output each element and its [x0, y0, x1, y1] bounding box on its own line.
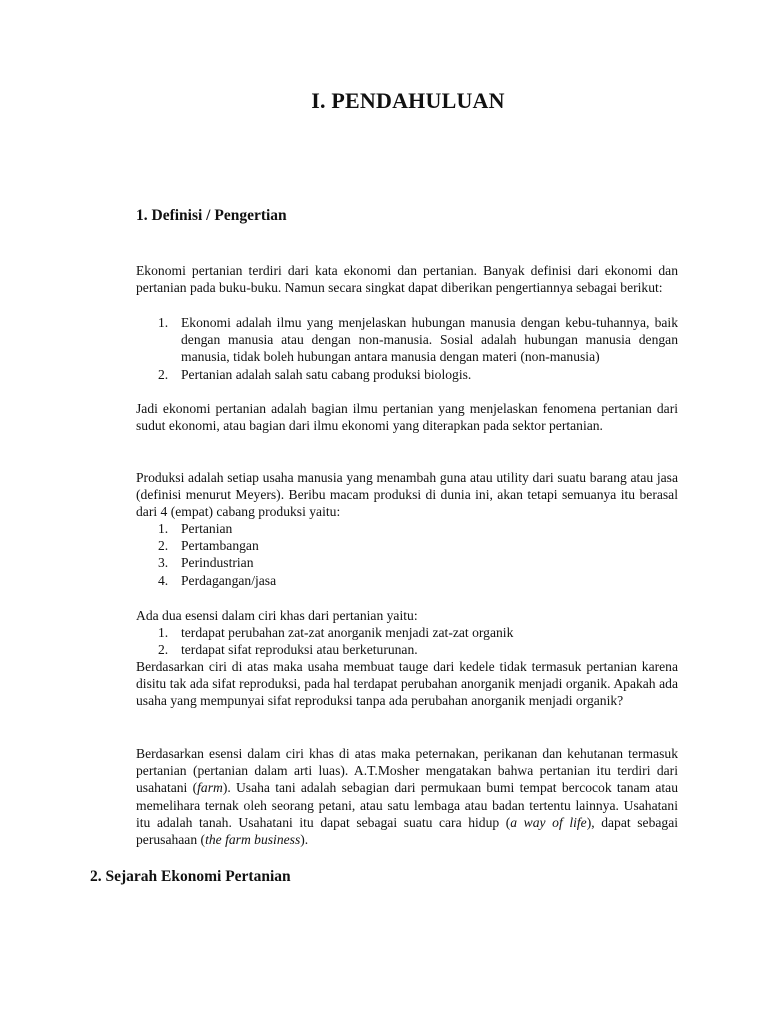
definition-list: [136, 314, 678, 383]
cabang-produksi-list: [136, 520, 678, 589]
paragraph-tauge: Berdasarkan ciri di atas maka usaha membuat tauge dari kedele tidak termasuk pertanian karena disitu tak ada sifat reproduksi, pada hal terdapat perubahan anorganik menjadi organik. Apakah ada usaha yang mempunyai sifat reproduksi tanpa ada perubahan anorganik menjadi organik?: [136, 659, 678, 709]
text-span: ).: [300, 832, 309, 848]
list-number: 4.: [158, 572, 169, 588]
list-text: Pertambangan: [181, 538, 259, 554]
list-item: [136, 554, 678, 571]
paragraph-usahatani: [136, 745, 678, 848]
page-title: I. PENDAHULUAN: [311, 88, 505, 113]
list-item: [136, 366, 678, 383]
italic-term-farm: farm: [197, 780, 223, 796]
list-number: 2.: [158, 538, 169, 554]
text-span: ), dapat sebagai perusahaan (: [136, 814, 679, 848]
text-span: ). Usaha tani adalah sebagian dari permukaan bumi tempat bercocok tanam atau memelihara ternak oleh seorang petani, atau satu lembaga atau badan tertentu lainnya. Usahatani itu adalah tanah. Usahatani itu dapat sebagai suatu cara hidup (: [136, 780, 679, 830]
list-text: terdapat perubahan zat-zat anorganik menjadi zat-zat organik: [181, 625, 514, 640]
list-number: 3.: [158, 555, 169, 571]
list-item: [136, 624, 678, 641]
list-item: [136, 572, 678, 589]
paragraph-produksi: Produksi adalah setiap usaha manusia yang menambah guna atau utility dari suatu barang atau jasa (definisi menurut Meyers). Beribu macam produksi di dunia ini, akan tetapi semuanya itu berasal dari 4 (empat) cabang produksi yaitu:: [136, 470, 678, 520]
esensi-list: [136, 624, 678, 658]
paragraph-conclusion: Jadi ekonomi pertanian adalah bagian ilmu pertanian yang menjelaskan fenomena pertanian dari sudut ekonomi, atau bagian dari ilmu ekonomi yang diterapkan pada sektor pertanian.: [136, 401, 678, 434]
list-text: terdapat sifat reproduksi atau berketurunan.: [181, 642, 418, 658]
list-number: 1.: [158, 625, 169, 640]
list-item: [136, 641, 678, 658]
list-item: [136, 520, 678, 537]
list-number: 1.: [158, 315, 169, 330]
list-text: Perdagangan/jasa: [181, 572, 277, 588]
italic-term-way-of-life: a way of life: [510, 814, 587, 830]
list-number: 2.: [158, 642, 169, 658]
section-heading-definisi: 1. Definisi / Pengertian: [136, 207, 287, 224]
list-text: Pertanian adalah salah satu cabang produksi biologis.: [181, 366, 472, 382]
list-text: Perindustrian: [181, 555, 254, 571]
list-item: [136, 314, 678, 366]
list-item: [136, 537, 678, 554]
list-number: 2.: [158, 366, 169, 382]
paragraph-intro: Ekonomi pertanian terdiri dari kata ekonomi dan pertanian. Banyak definisi dari ekonomi dan pertanian pada buku-buku. Namun secara singkat dapat diberikan pengertiannya sebagai berikut:: [136, 263, 678, 296]
paragraph-esensi-intro: Ada dua esensi dalam ciri khas dari pertanian yaitu:: [136, 608, 418, 623]
list-text: Pertanian: [181, 521, 233, 536]
text-span: Berdasarkan esensi dalam ciri khas di atas maka peternakan, perikanan dan kehutanan termasuk pertanian (pertanian dalam arti luas). A.T.Mosher mengatakan bahwa pertanian itu terdiri dari usahatani (: [136, 746, 678, 796]
list-text: Ekonomi adalah ilmu yang menjelaskan hubungan manusia dengan kebu-tuhannya, baik dengan manusia atau dengan non-manusia. Sosial adalah hubungan manusia dengan manusia, tidak boleh hubungan antara manusia dengan materi (non-manusia): [181, 315, 678, 365]
list-number: 1.: [158, 521, 169, 536]
italic-term-farm-business: the farm business: [205, 832, 301, 848]
section-heading-sejarah: 2. Sejarah Ekonomi Pertanian: [90, 868, 291, 885]
